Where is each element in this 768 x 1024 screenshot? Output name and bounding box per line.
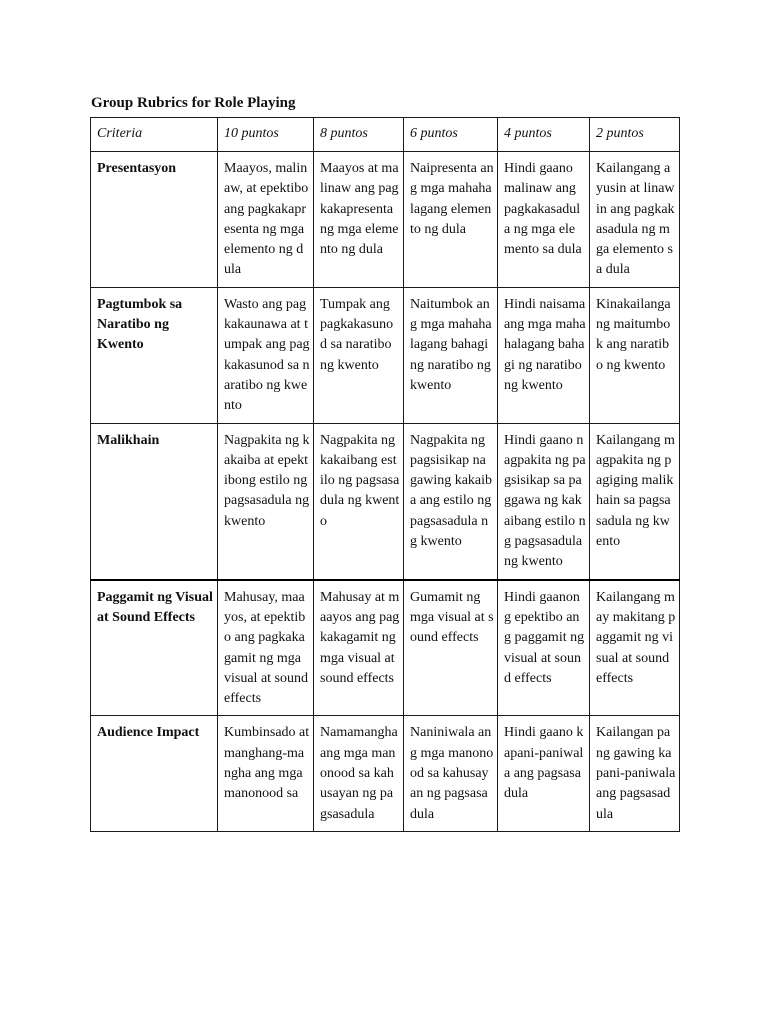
score-cell-10: Maayos, malinaw, at epektibo ang pagkakapresenta ng mga elemento ng dula [218,152,314,288]
header-row [91,118,680,152]
score-cell-2: Kailangan pang gawing kapani-paniwala ang pagsasadula [590,716,680,831]
score-cell-6: Nagpakita ng pagsisikap na gawing kakaiba ang estilo ng pagsasadula ng kwento [404,423,498,580]
score-cell-4: Hindi gaano nagpakita ng pagsisikap sa paggawa ng kakaibang estilo ng pagsasadula ng kwento [498,423,590,580]
score-cell-6: Naitumbok ang mga mahahalagang bahagi ng naratibo ng kwento [404,287,498,423]
score-cell-2: Kailangang ayusin at linawin ang pagkakasadula ng mga elemento sa dula [590,152,680,288]
score-cell-2: Kailangang magpakita ng pagiging malikhain sa pagsasadula ng kwento [590,423,680,580]
header-6-puntos: 6 puntos [404,118,498,152]
score-cell-10: Nagpakita ng kakaiba at epektibong estilo ng pagsasadula ng kwento [218,423,314,580]
rubric-table [90,117,680,832]
rubric-row-audience-impact [91,716,680,831]
score-cell-4: Hindi gaano kapani-paniwala ang pagsasadula [498,716,590,831]
score-cell-2: Kinakailangang maitumbok ang naratibo ng kwento [590,287,680,423]
score-cell-4: Hindi gaano malinaw ang pagkakasadula ng mga elemento sa dula [498,152,590,288]
score-cell-6: Naipresenta ang mga mahahalagang elemento ng dula [404,152,498,288]
score-cell-10: Kumbinsado at manghang-mangha ang mga manonood sa [218,716,314,831]
criterion-cell: Paggamit ng Visual at Sound Effects [91,580,218,716]
page-title: Group Rubrics for Role Playing [91,95,296,111]
criterion-cell: Audience Impact [91,716,218,831]
header-10-puntos: 10 puntos [218,118,314,152]
rubric-row-paggamit [91,580,680,716]
header-criteria: Criteria [91,118,218,152]
score-cell-6: Naniniwala ang mga manonood sa kahusayan ng pagsasadula [404,716,498,831]
criterion-cell: Pagtumbok sa Naratibo ng Kwento [91,287,218,423]
rubric-row-presentasyon [91,152,680,288]
score-cell-6: Gumamit ng mga visual at sound effects [404,580,498,716]
header-2-puntos: 2 puntos [590,118,680,152]
score-cell-8: Maayos at malinaw ang pagkakapresenta ng mga elemento ng dula [314,152,404,288]
score-cell-8: Nagpakita ng kakaibang estilo ng pagsasadula ng kwento [314,423,404,580]
score-cell-8: Mahusay at maayos ang pagkakagamit ng mga visual at sound effects [314,580,404,716]
header-4-puntos: 4 puntos [498,118,590,152]
score-cell-8: Tumpak ang pagkakasunod sa naratibo ng kwento [314,287,404,423]
rubric-row-pagtumbok [91,287,680,423]
score-cell-2: Kailangang may makitang paggamit ng visual at sound effects [590,580,680,716]
criterion-cell: Malikhain [91,423,218,580]
rubric-row-malikhain [91,423,680,580]
criterion-cell: Presentasyon [91,152,218,288]
score-cell-10: Wasto ang pagkakaunawa at tumpak ang pagkakasunod sa naratibo ng kwento [218,287,314,423]
score-cell-4: Hindi naisama ang mga mahahalagang bahagi ng naratibo ng kwento [498,287,590,423]
header-8-puntos: 8 puntos [314,118,404,152]
score-cell-8: Namamangha ang mga manonood sa kahusayan ng pagsasadula [314,716,404,831]
score-cell-10: Mahusay, maayos, at epektibo ang pagkakagamit ng mga visual at sound effects [218,580,314,716]
score-cell-4: Hindi gaanong epektibo ang paggamit ng visual at sound effects [498,580,590,716]
